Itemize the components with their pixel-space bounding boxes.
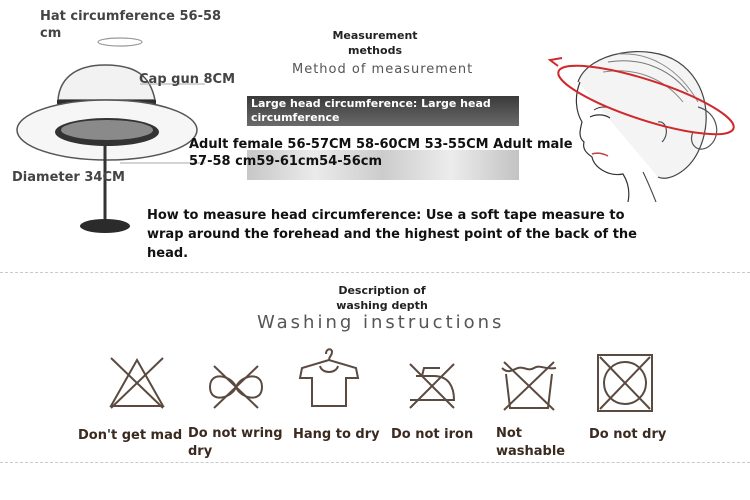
wash-label-do-not-iron: Do not iron xyxy=(391,427,474,442)
no-bleach-icon xyxy=(107,352,167,412)
measurement-banner-text: Large head circumference: Large head circumference xyxy=(251,97,491,124)
do-not-iron-icon xyxy=(404,358,460,412)
wash-label-no-bleach: Don't get mad xyxy=(78,428,183,443)
head-illustration xyxy=(548,42,738,202)
cap-height-label: Cap gun 8CM xyxy=(139,72,236,87)
hat-circumference-label: Hat circumference 56-58 cm xyxy=(40,9,222,41)
wash-label-not-washable: Not washable xyxy=(496,426,566,459)
diameter-label: Diameter 34CM xyxy=(12,170,125,185)
section-divider-bottom xyxy=(0,462,750,463)
measurement-title: Measurement methods xyxy=(332,29,418,57)
do-not-wring-icon xyxy=(204,362,268,412)
wash-label-hang-dry: Hang to dry xyxy=(293,427,380,442)
do-not-dry-icon xyxy=(595,352,655,414)
howto-measure-text: How to measure head circumference: Use a soft tape measure to wrap around the forehead and the highest point of the back of the head. xyxy=(147,208,637,261)
hang-dry-icon xyxy=(298,344,360,410)
measurement-dark-banner xyxy=(247,96,519,126)
not-washable-icon xyxy=(498,356,560,414)
wash-label-do-not-dry: Do not dry xyxy=(589,427,667,442)
washing-title: Description of washing depth xyxy=(336,284,428,312)
wash-label-do-not-wring: Do not wring dry xyxy=(188,426,283,459)
washing-subtitle: Washing instructions xyxy=(257,312,505,333)
section-divider-top xyxy=(0,272,750,273)
size-chart-text: Adult female 56-57CM 58-60CM 53-55CM Adult male 57-58 cm59-61cm54-56cm xyxy=(189,137,573,169)
measurement-subtitle: Method of measurement xyxy=(292,62,474,77)
